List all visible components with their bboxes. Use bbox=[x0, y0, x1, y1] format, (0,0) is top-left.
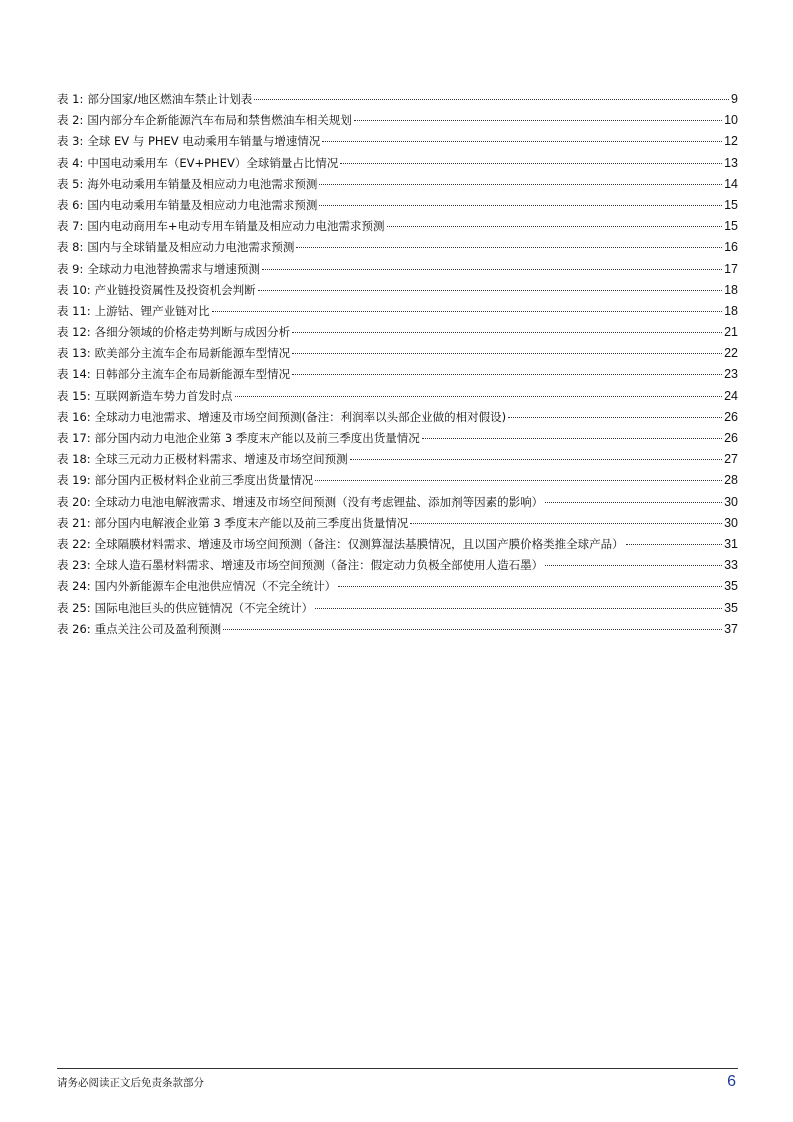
toc-entry-title: 部分国内正极材料企业前三季度出货量情况 bbox=[94, 473, 314, 488]
toc-leader-dots bbox=[292, 374, 722, 375]
toc-entry-label: 表 9: bbox=[57, 261, 84, 276]
toc-entry-label: 表 26: bbox=[57, 621, 91, 636]
toc-entry-label: 表 11: bbox=[57, 303, 91, 318]
toc-entry-title: 欧美部分主流车企布局新能源车型情况 bbox=[94, 346, 291, 361]
toc-entry-page: 16 bbox=[724, 240, 738, 255]
toc-entry[interactable] bbox=[57, 174, 738, 195]
toc-entry[interactable] bbox=[57, 216, 738, 237]
toc-leader-dots bbox=[354, 120, 722, 121]
toc-entry-label: 表 21: bbox=[57, 515, 91, 530]
toc-entry-label: 表 7: bbox=[57, 219, 84, 234]
toc-entry-label: 表 12: bbox=[57, 325, 91, 340]
toc-entry[interactable] bbox=[57, 195, 738, 216]
toc-leader-dots bbox=[387, 226, 723, 227]
toc-entry[interactable] bbox=[57, 513, 738, 534]
toc-entry-title: 全球动力电池电解液需求、增速及市场空间预测（没有考虑锂盐、添加剂等因素的影响） bbox=[94, 494, 544, 509]
toc-entry[interactable] bbox=[57, 89, 738, 110]
toc-leader-dots bbox=[340, 163, 722, 164]
toc-entry-page: 26 bbox=[724, 431, 738, 445]
toc-entry-title: 上游钴、锂产业链对比 bbox=[94, 303, 210, 318]
toc-entry-label: 表 4: bbox=[57, 155, 84, 170]
toc-entry-label: 表 22: bbox=[57, 536, 91, 551]
toc-leader-dots bbox=[296, 247, 722, 248]
toc-entry-page: 17 bbox=[724, 261, 738, 276]
toc-entry[interactable] bbox=[57, 492, 738, 513]
toc-entry-label: 表 16: bbox=[57, 409, 91, 424]
toc-entry[interactable] bbox=[57, 322, 738, 343]
toc-entry-label: 表 20: bbox=[57, 494, 91, 509]
toc-leader-dots bbox=[235, 396, 722, 397]
toc-entry-page: 9 bbox=[731, 92, 738, 106]
toc-entry[interactable] bbox=[57, 364, 738, 385]
toc-leader-dots bbox=[292, 353, 722, 354]
toc-entry[interactable] bbox=[57, 237, 738, 258]
toc-entry-label: 表 13: bbox=[57, 346, 91, 361]
toc-leader-dots bbox=[212, 311, 722, 312]
toc-entry-label: 表 23: bbox=[57, 558, 91, 573]
toc-entry[interactable] bbox=[57, 386, 738, 407]
toc-entry-label: 表 10: bbox=[57, 282, 91, 297]
toc-entry[interactable] bbox=[57, 407, 738, 428]
toc-entry-title: 中国电动乘用车（EV+PHEV）全球销量占比情况 bbox=[87, 155, 339, 170]
toc-entry-title: 重点关注公司及盈利预测 bbox=[94, 621, 222, 636]
toc-entry-title: 部分国内电解液企业第 3 季度末产能以及前三季度出货量情况 bbox=[94, 515, 409, 530]
toc-leader-dots bbox=[262, 269, 722, 270]
toc-entry-label: 表 24: bbox=[57, 579, 91, 594]
toc-entry-title: 国内电动乘用车销量及相应动力电池需求预测 bbox=[87, 197, 318, 212]
toc-entry-page: 35 bbox=[724, 579, 738, 594]
toc-entry-title: 部分国家/地区燃油车禁止计划表 bbox=[87, 92, 253, 106]
toc-entry-title: 国内电动商用车+电动专用车销量及相应动力电池需求预测 bbox=[87, 219, 385, 234]
toc-entry-page: 27 bbox=[724, 452, 738, 467]
toc-entry-label: 表 19: bbox=[57, 473, 91, 488]
toc-entry[interactable] bbox=[57, 280, 738, 301]
toc-entry-label: 表 17: bbox=[57, 431, 91, 445]
toc-entry-page: 35 bbox=[724, 600, 738, 615]
toc-entry-page: 33 bbox=[724, 558, 738, 573]
toc-leader-dots bbox=[626, 544, 722, 545]
toc-entry-title: 互联网新造车势力首发时点 bbox=[94, 388, 233, 403]
page-number: 6 bbox=[727, 1073, 736, 1090]
toc-entry[interactable] bbox=[57, 428, 738, 449]
toc-entry-page: 15 bbox=[724, 197, 738, 212]
toc-entry-title: 全球人造石墨材料需求、增速及市场空间预测（备注：假定动力负极全部使用人造石墨） bbox=[94, 558, 544, 573]
toc-leader-dots bbox=[319, 205, 722, 206]
toc-entry-title: 产业链投资属性及投资机会判断 bbox=[94, 282, 256, 297]
toc-leader-dots bbox=[319, 184, 722, 185]
toc-entry-page: 23 bbox=[724, 367, 738, 382]
toc-entry-page: 14 bbox=[724, 176, 738, 191]
toc-leader-dots bbox=[338, 586, 722, 587]
toc-leader-dots bbox=[545, 502, 722, 503]
toc-entry-page: 26 bbox=[724, 409, 738, 424]
toc-entry[interactable] bbox=[57, 598, 738, 619]
toc-entry[interactable] bbox=[57, 131, 738, 152]
toc-entry-page: 24 bbox=[724, 388, 738, 403]
toc-entry-label: 表 18: bbox=[57, 452, 91, 467]
footer-divider bbox=[57, 1068, 738, 1069]
toc-leader-dots bbox=[315, 480, 722, 481]
toc-entry-title: 国际电池巨头的供应链情况（不完全统计） bbox=[94, 600, 314, 615]
toc-entry-page: 30 bbox=[724, 494, 738, 509]
toc-entry-title: 全球动力电池需求、增速及市场空间预测(备注：利润率以头部企业做的相对假设) bbox=[94, 409, 507, 424]
toc-entry-title: 国内外新能源车企电池供应情况（不完全统计） bbox=[94, 579, 337, 594]
toc-entry[interactable] bbox=[57, 301, 738, 322]
toc-entry-label: 表 15: bbox=[57, 388, 91, 403]
toc-entry-page: 10 bbox=[724, 113, 738, 128]
toc-entry-label: 表 14: bbox=[57, 367, 91, 382]
toc-entry-page: 18 bbox=[724, 282, 738, 297]
toc-entry-title: 全球三元动力正极材料需求、增速及市场空间预测 bbox=[94, 452, 348, 467]
toc-entry-label: 表 6: bbox=[57, 197, 84, 212]
toc-entry[interactable] bbox=[57, 259, 738, 280]
toc-entry-label: 表 8: bbox=[57, 240, 84, 255]
toc-entry-page: 28 bbox=[724, 473, 738, 488]
toc-entry-page: 30 bbox=[724, 515, 738, 530]
toc-entry-title: 全球 EV 与 PHEV 电动乘用车销量与增速情况 bbox=[87, 134, 321, 149]
toc-entry-page: 22 bbox=[724, 346, 738, 361]
toc-entry-label: 表 1: bbox=[57, 92, 84, 106]
toc-leader-dots bbox=[223, 629, 722, 630]
toc-entry-page: 37 bbox=[724, 621, 738, 636]
toc-leader-dots bbox=[292, 332, 722, 333]
toc-leader-dots bbox=[322, 141, 722, 142]
toc-entry-page: 13 bbox=[724, 155, 738, 170]
toc-leader-dots bbox=[508, 417, 722, 418]
toc-leader-dots bbox=[315, 608, 722, 609]
toc-entry[interactable] bbox=[57, 470, 738, 491]
toc-leader-dots bbox=[350, 459, 722, 460]
toc-entry[interactable] bbox=[57, 153, 738, 174]
toc-entry-page: 21 bbox=[724, 325, 738, 340]
toc-entry-title: 各细分领域的价格走势判断与成因分析 bbox=[94, 325, 291, 340]
footer-disclaimer: 请务必阅读正文后免责条款部分 bbox=[57, 1077, 204, 1089]
toc-entry-label: 表 2: bbox=[57, 113, 84, 128]
toc-entry[interactable] bbox=[57, 343, 738, 364]
toc-entry[interactable] bbox=[57, 619, 738, 640]
toc-leader-dots bbox=[410, 523, 722, 524]
toc-entry-label: 表 5: bbox=[57, 176, 84, 191]
toc-entry[interactable] bbox=[57, 555, 738, 576]
toc-entry[interactable] bbox=[57, 576, 738, 597]
toc-entry-label: 表 3: bbox=[57, 134, 84, 149]
toc-entry-title: 国内部分车企新能源汽车布局和禁售燃油车相关规划 bbox=[87, 113, 352, 128]
toc-entry[interactable] bbox=[57, 449, 738, 470]
toc-leader-dots bbox=[258, 290, 722, 291]
toc-entry-page: 15 bbox=[724, 219, 738, 234]
toc-entry-title: 日韩部分主流车企布局新能源车型情况 bbox=[94, 367, 291, 382]
toc-leader-dots bbox=[254, 99, 729, 100]
toc-entry[interactable] bbox=[57, 110, 738, 131]
table-of-tables bbox=[57, 89, 738, 640]
toc-entry[interactable] bbox=[57, 534, 738, 555]
toc-entry-title: 国内与全球销量及相应动力电池需求预测 bbox=[87, 240, 295, 255]
toc-entry-page: 12 bbox=[724, 134, 738, 149]
toc-leader-dots bbox=[545, 565, 722, 566]
toc-entry-page: 18 bbox=[724, 303, 738, 318]
toc-entry-label: 表 25: bbox=[57, 600, 91, 615]
toc-entry-title: 海外电动乘用车销量及相应动力电池需求预测 bbox=[87, 176, 318, 191]
toc-entry-title: 部分国内动力电池企业第 3 季度末产能以及前三季度出货量情况 bbox=[94, 431, 420, 445]
toc-entry-page: 31 bbox=[724, 536, 738, 551]
toc-entry-title: 全球隔膜材料需求、增速及市场空间预测（备注：仅测算湿法基膜情况，且以国产膜价格类推全球产品） bbox=[94, 536, 624, 551]
toc-entry-title: 全球动力电池替换需求与增速预测 bbox=[87, 261, 260, 276]
toc-leader-dots bbox=[422, 438, 722, 439]
